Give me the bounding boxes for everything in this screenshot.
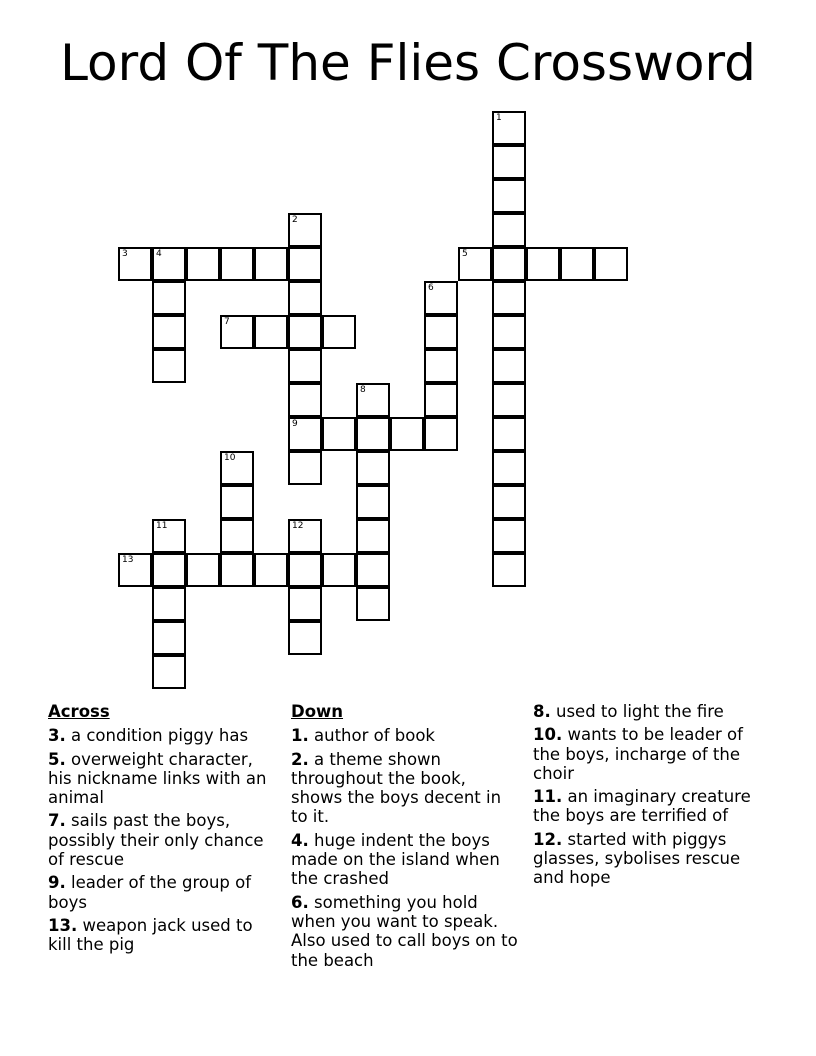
crossword-cell[interactable] bbox=[492, 485, 526, 519]
crossword-cell[interactable] bbox=[288, 281, 322, 315]
crossword-cell[interactable] bbox=[492, 247, 526, 281]
crossword-cell[interactable] bbox=[118, 553, 152, 587]
crossword-cell[interactable] bbox=[152, 519, 186, 553]
crossword-cell[interactable] bbox=[492, 179, 526, 213]
crossword-cell[interactable] bbox=[152, 587, 186, 621]
crossword-cell[interactable] bbox=[424, 349, 458, 383]
crossword-cell[interactable] bbox=[526, 247, 560, 281]
down-clues-continued bbox=[533, 702, 773, 892]
cell-number: 11 bbox=[156, 521, 168, 531]
crossword-cell[interactable] bbox=[186, 553, 220, 587]
crossword-cell[interactable] bbox=[322, 553, 356, 587]
cell-number: 6 bbox=[428, 283, 434, 293]
crossword-cell[interactable] bbox=[492, 383, 526, 417]
clue-number: 13. bbox=[48, 915, 78, 935]
cell-number: 4 bbox=[156, 249, 162, 259]
clue-text: a theme shown throughout the book, shows the boys decent in to it. bbox=[291, 749, 502, 827]
cell-number: 1 bbox=[496, 113, 502, 123]
across-heading: Across bbox=[48, 702, 110, 721]
clue-down-1 bbox=[291, 726, 521, 745]
crossword-cell[interactable] bbox=[220, 247, 254, 281]
crossword-cell[interactable] bbox=[594, 247, 628, 281]
clue-down-8 bbox=[533, 702, 773, 721]
clue-text: used to light the fire bbox=[556, 702, 724, 721]
across-clues bbox=[48, 702, 280, 959]
crossword-cell[interactable] bbox=[152, 315, 186, 349]
crossword-cell[interactable] bbox=[288, 247, 322, 281]
clue-across-13 bbox=[48, 916, 280, 955]
crossword-cell[interactable] bbox=[288, 519, 322, 553]
clue-number: 8. bbox=[533, 702, 551, 721]
cell-number: 7 bbox=[224, 317, 230, 327]
cell-number: 13 bbox=[122, 555, 134, 565]
crossword-cell[interactable] bbox=[356, 519, 390, 553]
cell-number: 3 bbox=[122, 249, 128, 259]
clue-text: leader of the group of boys bbox=[48, 873, 252, 912]
clue-across-3 bbox=[48, 726, 280, 745]
clue-text: wants to be leader of the boys, incharge of the choir bbox=[533, 725, 743, 783]
crossword-cell[interactable] bbox=[186, 247, 220, 281]
crossword-cell[interactable] bbox=[152, 247, 186, 281]
clue-number: 5. bbox=[48, 749, 66, 769]
clue-down-10 bbox=[533, 725, 773, 783]
crossword-cell[interactable] bbox=[220, 553, 254, 587]
crossword-cell[interactable] bbox=[288, 587, 322, 621]
page-title: Lord Of The Flies Crossword bbox=[60, 34, 756, 92]
clue-number: 4. bbox=[291, 830, 309, 850]
clue-number: 6. bbox=[291, 892, 309, 912]
crossword-cell[interactable] bbox=[560, 247, 594, 281]
crossword-cell[interactable] bbox=[288, 553, 322, 587]
crossword-cell[interactable] bbox=[458, 247, 492, 281]
crossword-cell[interactable] bbox=[424, 383, 458, 417]
clue-text: overweight character, his nickname links with an animal bbox=[48, 749, 267, 808]
crossword-cell[interactable] bbox=[424, 417, 458, 451]
clue-text: huge indent the boys made on the island when the crashed bbox=[291, 830, 500, 889]
clue-number: 10. bbox=[533, 725, 563, 745]
crossword-cell[interactable] bbox=[288, 213, 322, 247]
clue-across-7 bbox=[48, 811, 280, 869]
clue-down-11 bbox=[533, 787, 773, 826]
crossword-cell[interactable] bbox=[356, 451, 390, 485]
crossword-cell[interactable] bbox=[254, 247, 288, 281]
crossword-cell[interactable] bbox=[288, 383, 322, 417]
clue-text: started with piggys glasses, sybolises rescue and hope bbox=[533, 829, 741, 888]
clue-number: 7. bbox=[48, 811, 66, 831]
clue-number: 2. bbox=[291, 749, 309, 769]
crossword-cell[interactable] bbox=[254, 315, 288, 349]
clue-text: an imaginary creature the boys are terrified of bbox=[533, 787, 751, 826]
crossword-cell[interactable] bbox=[288, 315, 322, 349]
cell-number: 9 bbox=[292, 419, 298, 429]
crossword-cell[interactable] bbox=[288, 451, 322, 485]
crossword-cell[interactable] bbox=[220, 519, 254, 553]
crossword-cell[interactable] bbox=[152, 349, 186, 383]
crossword-cell[interactable] bbox=[492, 451, 526, 485]
crossword-cell[interactable] bbox=[152, 655, 186, 689]
clue-number: 1. bbox=[291, 726, 309, 746]
crossword-cell[interactable] bbox=[152, 553, 186, 587]
crossword-cell[interactable] bbox=[322, 417, 356, 451]
crossword-cell[interactable] bbox=[254, 553, 288, 587]
crossword-cell[interactable] bbox=[492, 213, 526, 247]
clue-down-6 bbox=[291, 893, 521, 970]
cell-number: 12 bbox=[292, 521, 304, 531]
cell-number: 8 bbox=[360, 385, 366, 395]
crossword-cell[interactable] bbox=[356, 587, 390, 621]
cell-number: 2 bbox=[292, 215, 298, 225]
clue-number: 12. bbox=[533, 829, 563, 849]
crossword-cell[interactable] bbox=[492, 417, 526, 451]
crossword-cell[interactable] bbox=[492, 111, 526, 145]
crossword-cell[interactable] bbox=[220, 485, 254, 519]
crossword-cell[interactable] bbox=[390, 417, 424, 451]
crossword-cell[interactable] bbox=[152, 621, 186, 655]
clue-text: something you hold when you want to speak. Also used to call boys on to the beach bbox=[291, 892, 518, 970]
crossword-cell[interactable] bbox=[322, 315, 356, 349]
crossword-cell[interactable] bbox=[356, 485, 390, 519]
crossword-cell[interactable] bbox=[492, 349, 526, 383]
crossword-cell[interactable] bbox=[492, 553, 526, 587]
crossword-cell[interactable] bbox=[220, 451, 254, 485]
crossword-cell[interactable] bbox=[288, 349, 322, 383]
crossword-cell[interactable] bbox=[492, 519, 526, 553]
clue-number: 3. bbox=[48, 726, 66, 746]
cell-number: 10 bbox=[224, 453, 236, 463]
clue-number: 11. bbox=[533, 787, 563, 807]
crossword-cell[interactable] bbox=[288, 621, 322, 655]
crossword-cell[interactable] bbox=[220, 315, 254, 349]
crossword-cell[interactable] bbox=[152, 281, 186, 315]
crossword-cell[interactable] bbox=[118, 247, 152, 281]
clue-text: a condition piggy has bbox=[71, 726, 249, 746]
clue-down-12 bbox=[533, 830, 773, 888]
crossword-cell[interactable] bbox=[288, 417, 322, 451]
clue-across-9 bbox=[48, 873, 280, 912]
clue-text: author of book bbox=[314, 726, 435, 746]
crossword-cell[interactable] bbox=[356, 383, 390, 417]
clue-across-5 bbox=[48, 750, 280, 808]
crossword-cell[interactable] bbox=[492, 281, 526, 315]
clue-down-2 bbox=[291, 750, 521, 827]
crossword-cell[interactable] bbox=[424, 281, 458, 315]
crossword-cell[interactable] bbox=[356, 553, 390, 587]
clue-text: weapon jack used to kill the pig bbox=[48, 915, 253, 955]
crossword-cell[interactable] bbox=[356, 417, 390, 451]
down-clues bbox=[291, 702, 521, 974]
crossword-cell[interactable] bbox=[424, 315, 458, 349]
clue-down-4 bbox=[291, 831, 521, 889]
down-heading: Down bbox=[291, 702, 344, 721]
cell-number: 5 bbox=[462, 249, 468, 259]
crossword-cell[interactable] bbox=[492, 145, 526, 179]
clue-number: 9. bbox=[48, 873, 66, 893]
crossword-cell[interactable] bbox=[492, 315, 526, 349]
clue-text: sails past the boys, possibly their only chance of rescue bbox=[48, 811, 264, 870]
